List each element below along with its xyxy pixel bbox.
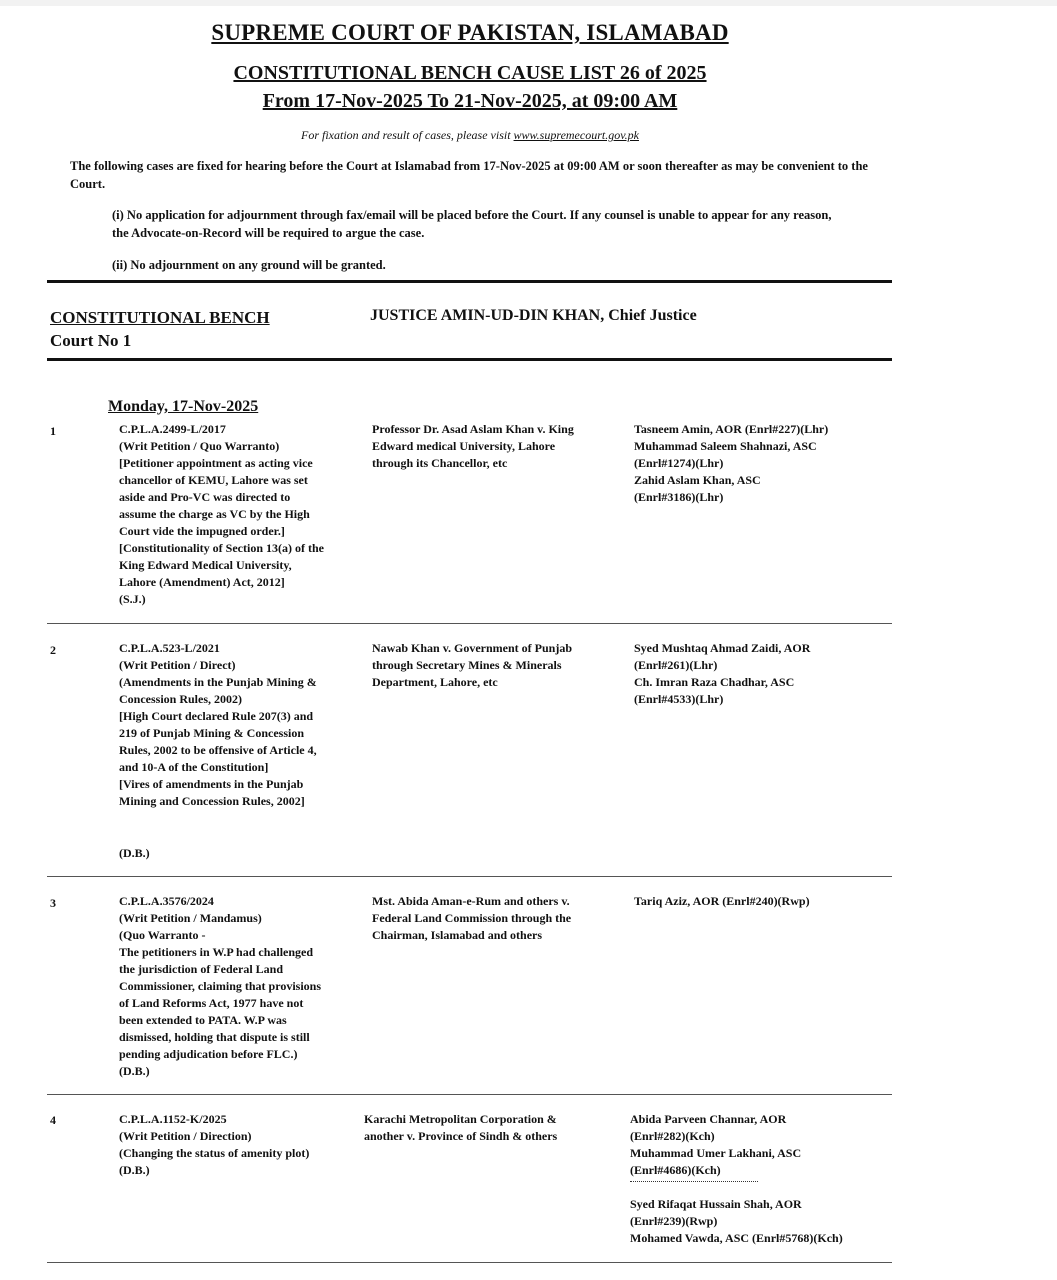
party-line: Karachi Metropolitan Corporation & (364, 1112, 557, 1126)
case-detail-line: and 10-A of the Constitution] (119, 760, 269, 774)
fixation-text: For fixation and result of cases, please visit (301, 128, 511, 142)
case-detail-line: C.P.L.A.1152-K/2025 (119, 1112, 227, 1126)
counsel-line: Tariq Aziz, AOR (Enrl#240)(Rwp) (634, 894, 810, 908)
bench-justice: JUSTICE AMIN-UD-DIN KHAN, Chief Justice (370, 307, 697, 324)
bench-info (50, 306, 270, 352)
case-detail-line: Concession Rules, 2002) (119, 692, 243, 706)
counsel-line: Mohamed Vawda, ASC (Enrl#5768)(Kch) (630, 1231, 843, 1245)
row-separator (47, 876, 892, 877)
row-separator (47, 623, 892, 624)
case-parties (372, 640, 622, 691)
case-detail-line: C.P.L.A.2499-L/2017 (119, 422, 226, 436)
bench-code: (D.B.) (119, 846, 150, 860)
counsel-line: Muhammad Umer Lakhani, ASC (630, 1146, 802, 1160)
case-detail-line: C.P.L.A.3576/2024 (119, 894, 214, 908)
case-detail-line: King Edward Medical University, (119, 558, 292, 572)
case-detail-line: (Amendments in the Punjab Mining & (119, 675, 317, 689)
case-detail-line: Commissioner, claiming that provisions (119, 979, 322, 993)
counsel-line: (Enrl#239)(Rwp) (630, 1214, 718, 1228)
counsel-line: Syed Rifaqat Hussain Shah, AOR (630, 1197, 802, 1211)
counsel-line: (Enrl#3186)(Lhr) (634, 490, 724, 504)
case-detail-line: [Vires of amendments in the Punjab (119, 777, 304, 791)
case-detail-line: C.P.L.A.523-L/2021 (119, 641, 220, 655)
page-top-edge (0, 0, 1057, 6)
party-line: another v. Province of Sindh & others (364, 1129, 558, 1143)
court-number: Court No 1 (50, 331, 132, 350)
case-detail-line: Mining and Concession Rules, 2002] (119, 794, 305, 808)
case-detail-line: The petitioners in W.P had challenged (119, 945, 314, 959)
case-number: 3 (50, 896, 56, 910)
party-line: Professor Dr. Asad Aslam Khan v. King (372, 422, 574, 436)
court-title: SUPREME COURT OF PAKISTAN, ISLAMABAD (211, 20, 729, 45)
case-details (119, 1111, 364, 1179)
case-counsel (634, 421, 894, 506)
cause-list-title: CONSTITUTIONAL BENCH CAUSE LIST 26 of 2025 (233, 62, 707, 84)
party-line: Chairman, Islamabad and others (372, 928, 543, 942)
website-link[interactable]: www.supremecourt.gov.pk (513, 128, 639, 142)
bench-name: CONSTITUTIONAL BENCH (50, 308, 270, 327)
counsel-line: Syed Mushtaq Ahmad Zaidi, AOR (634, 641, 811, 655)
case-detail-line: (Writ Petition / Direct) (119, 658, 236, 672)
case-detail-line: (S.J.) (119, 592, 146, 606)
date-range: From 17-Nov-2025 To 21-Nov-2025, at 09:00 AM (262, 90, 678, 112)
counsel-separator (630, 1181, 758, 1182)
fixation-note (0, 128, 940, 143)
party-line: Mst. Abida Aman-e-Rum and others v. (372, 894, 570, 908)
party-line: Department, Lahore, etc (372, 675, 498, 689)
counsel-line: (Enrl#1274)(Lhr) (634, 456, 724, 470)
note-adjournment-fax: (i) No application for adjournment through fax/email will be placed before the Court. If any counsel is unable to appear for any reason, the Advocate-on-Record will be required to argue the case. (112, 208, 832, 240)
case-detail-line: chancellor of KEMU, Lahore was set (119, 473, 308, 487)
counsel-line: Zahid Aslam Khan, ASC (634, 473, 761, 487)
case-detail-line: [Petitioner appointment as acting vice (119, 456, 313, 470)
case-detail-line: Lahore (Amendment) Act, 2012] (119, 575, 285, 589)
counsel-line: (Enrl#261)(Lhr) (634, 658, 718, 672)
case-detail-line: (Writ Petition / Direction) (119, 1129, 252, 1143)
row-separator (47, 1094, 892, 1095)
case-detail-line: (Changing the status of amenity plot) (119, 1146, 310, 1160)
case-detail-line: pending adjudication before FLC.) (119, 1047, 298, 1061)
case-detail-line: (Writ Petition / Mandamus) (119, 911, 262, 925)
case-number: 1 (50, 424, 56, 438)
case-detail-line: [High Court declared Rule 207(3) and (119, 709, 314, 723)
case-details (119, 640, 364, 810)
case-detail-line: Rules, 2002 to be offensive of Article 4, (119, 743, 317, 757)
party-line: Edward medical University, Lahore (372, 439, 556, 453)
case-detail-line: dismissed, holding that dispute is still (119, 1030, 310, 1044)
case-detail-line: the jurisdiction of Federal Land (119, 962, 283, 976)
party-line: Federal Land Commission through the (372, 911, 572, 925)
case-detail-line: of Land Reforms Act, 1977 have not (119, 996, 304, 1010)
divider (47, 358, 892, 361)
counsel-line: Ch. Imran Raza Chadhar, ASC (634, 675, 795, 689)
counsel-line: Tasneem Amin, AOR (Enrl#227)(Lhr) (634, 422, 829, 436)
case-details (119, 893, 364, 1080)
case-number: 4 (50, 1113, 56, 1127)
hearing-day: Monday, 17-Nov-2025 (108, 398, 259, 415)
case-parties (372, 893, 622, 944)
case-detail-line: 219 of Punjab Mining & Concession (119, 726, 305, 740)
note-no-adjournment: (ii) No adjournment on any ground will be granted. (112, 258, 386, 272)
counsel-line: (Enrl#4533)(Lhr) (634, 692, 724, 706)
case-counsel (630, 1111, 890, 1179)
case-parties (364, 1111, 614, 1145)
case-detail-line: (Quo Warranto - (119, 928, 206, 942)
party-line: through Secretary Mines & Minerals (372, 658, 562, 672)
case-detail-line: (Writ Petition / Quo Warranto) (119, 439, 280, 453)
counsel-line: (Enrl#4686)(Kch) (630, 1163, 721, 1177)
row-separator (47, 1262, 892, 1263)
counsel-line: Abida Parveen Channar, AOR (630, 1112, 787, 1126)
case-detail-line: (D.B.) (119, 1064, 150, 1078)
counsel-line: (Enrl#282)(Kch) (630, 1129, 715, 1143)
case-detail-line: Court vide the impugned order.] (119, 524, 285, 538)
case-detail-line: aside and Pro-VC was directed to (119, 490, 291, 504)
counsel-line: Muhammad Saleem Shahnazi, ASC (634, 439, 817, 453)
case-detail-line: been extended to PATA. W.P was (119, 1013, 287, 1027)
case-parties (372, 421, 622, 472)
case-counsel (634, 893, 894, 910)
party-line: Nawab Khan v. Government of Punjab (372, 641, 573, 655)
case-detail-line: assume the charge as VC by the High (119, 507, 310, 521)
party-line: through its Chancellor, etc (372, 456, 508, 470)
case-number: 2 (50, 643, 56, 657)
intro-paragraph: The following cases are fixed for hearing before the Court at Islamabad from 17-Nov-2025 at 09:00 AM or soon thereafter as may be convenient to the Court. (70, 159, 868, 191)
case-detail-line: (D.B.) (119, 1163, 150, 1177)
case-counsel (634, 640, 894, 708)
case-detail-line: [Constitutionality of Section 13(a) of the (119, 541, 324, 555)
divider (47, 280, 892, 283)
case-counsel-additional (630, 1196, 890, 1247)
case-details (119, 421, 364, 608)
